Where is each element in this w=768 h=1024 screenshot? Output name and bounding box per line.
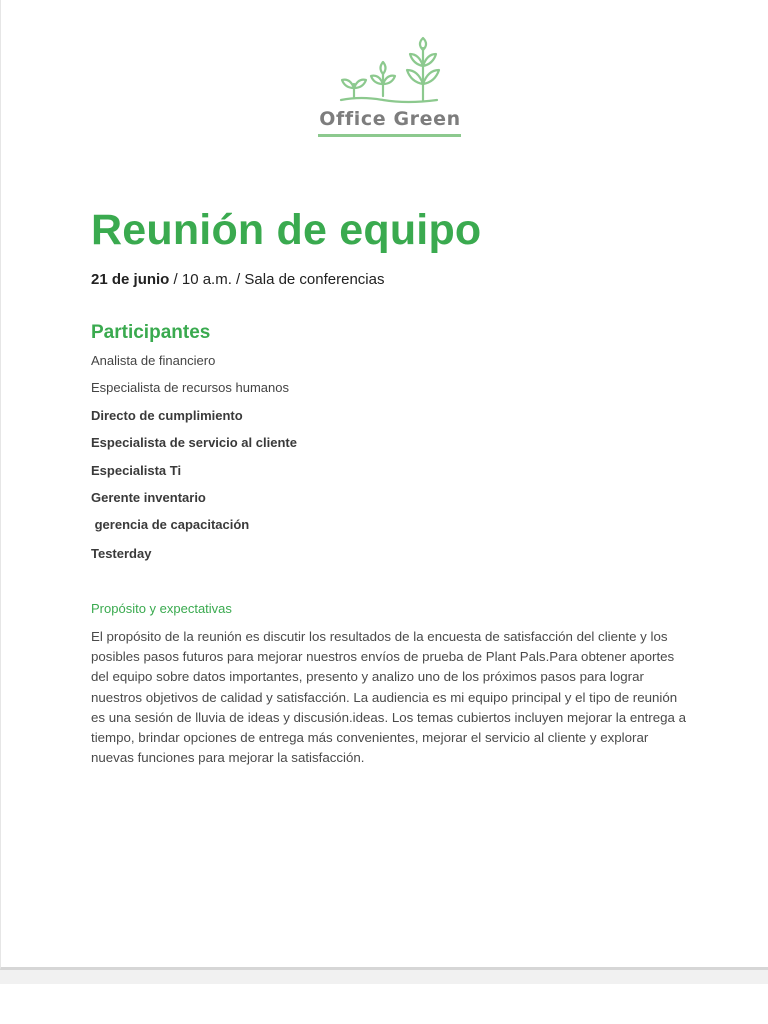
participant-item: Especialista Ti <box>91 463 182 478</box>
purpose-paragraph: El propósito de la reunión es discutir los resultados de la encuesta de satisfacción del cliente y los posibles pasos futuros para mejorar nuestros envíos de prueba de Plant Pals.Para obtener aportes del equipo sobre datos importantes, presento y analizo uno de los próximos pasos para lograr nuestros objetivos de calidad y satisfacción. La audiencia es mi equipo principal y el tipo de reunión es una sesión de lluvia de ideas y discusión.ideas. Los temas cubiertos incluyen mejorar la entrega a tiempo, brindar opciones de entrega más convenientes, mejorar el servicio al cliente y explorar nuevas funciones para mejorar la satisfacción. <box>91 629 687 766</box>
participant-item: gerencia de capacitación <box>91 517 250 532</box>
participant-item: Directo de cumplimiento <box>91 408 243 423</box>
participant-item: Analista de financiero <box>91 353 216 368</box>
participants-heading: Participantes <box>91 322 211 343</box>
page-title: Reunión de equipo <box>91 206 482 254</box>
sprouting-plants-icon <box>337 36 443 106</box>
logo-underline <box>318 134 461 137</box>
participant-item: Gerente inventario <box>91 490 206 505</box>
participant-item: Especialista de servicio al cliente <box>91 435 297 450</box>
meeting-date: 21 de junio <box>91 271 170 288</box>
participant-item: Especialista de recursos humanos <box>91 380 289 395</box>
next-page-edge <box>0 984 768 1024</box>
meeting-details <box>91 271 384 288</box>
office-green-logo <box>317 36 463 140</box>
participant-item: Testerday <box>91 546 152 561</box>
logo-wordmark: Office Green <box>319 108 461 130</box>
purpose-heading: Propósito y expectativas <box>91 601 232 616</box>
meeting-time-location: / 10 a.m. / Sala de conferencias <box>169 271 385 288</box>
